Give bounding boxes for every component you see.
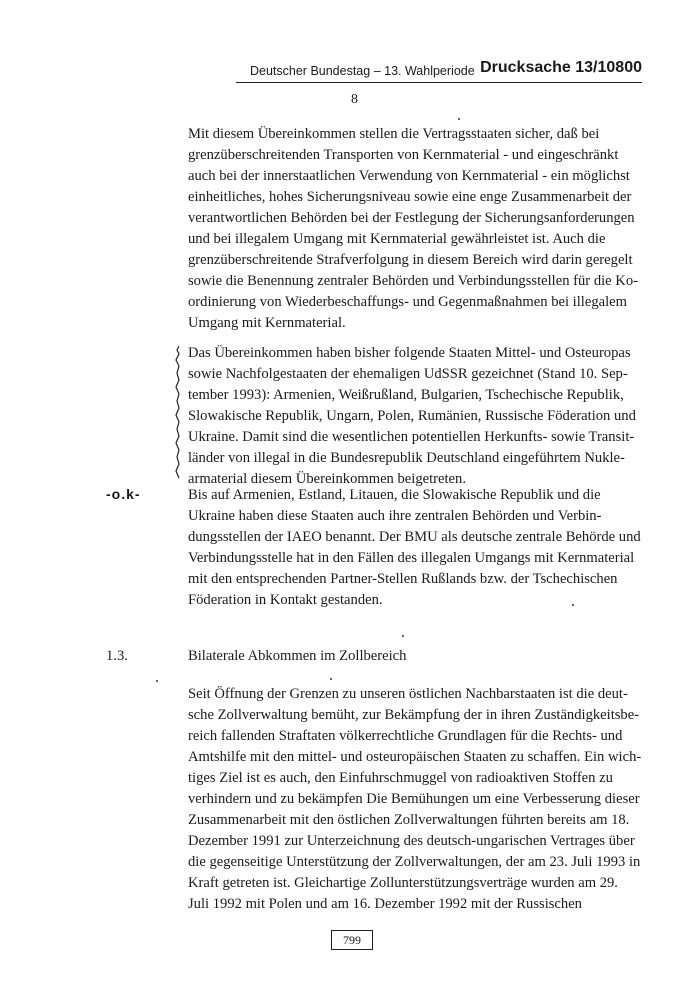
header-left-text: Deutscher Bundestag – 13. Wahlperiode	[250, 64, 475, 78]
page-header	[236, 58, 642, 83]
paragraph-line: Umgang mit Kernmaterial.	[188, 315, 346, 331]
paragraph-line: Mit diesem Übereinkommen stellen die Vertragsstaaten sicher, daß bei	[188, 126, 600, 142]
paragraph-line: und bei illegalem Umgang mit Kernmaterial gewährleistet ist. Auch die	[188, 231, 606, 247]
paragraph-line: Das Übereinkommen haben bisher folgende Staaten Mittel- und Osteuropas	[188, 345, 631, 361]
paragraph-line: verhindern und zu bekämpfen Die Bemühungen um eine Verbesserung dieser	[188, 791, 640, 807]
paragraph-line: sche Zollverwaltung bemüht, zur Bekämpfung der in ihren Zuständigkeitsbe-	[188, 707, 640, 723]
scan-speck	[330, 678, 332, 680]
paragraph-line: Verbindungsstelle hat in den Fällen des illegalen Umgangs mit Kernmaterial	[188, 550, 635, 566]
paragraph-line: Ukraine haben diese Staaten auch ihre zentralen Behörden und Verbin-	[188, 508, 602, 524]
paragraph-line: mit den entsprechenden Partner-Stellen Rußlands bzw. der Tschechischen	[188, 571, 618, 587]
paragraph-line: verantwortlichen Behörden bei der Festlegung der Sicherungsanforderungen	[188, 210, 635, 226]
paragraph-line: Zusammenarbeit mit den östlichen Zollverwaltungen führten bereits am 18.	[188, 812, 630, 828]
paragraph-line: Bis auf Armenien, Estland, Litauen, die Slowakische Republik und die	[188, 487, 601, 503]
scan-speck	[458, 118, 460, 120]
paragraph-line: Dezember 1991 zur Unterzeichnung des deutsch-ungarischen Vertrages über	[188, 833, 635, 849]
scan-speck	[156, 680, 158, 682]
paragraph-4	[188, 684, 648, 915]
section-number: 1.3.	[106, 648, 128, 664]
paragraph-line: auch bei der innerstaatlichen Verwendung von Kernmaterial - ein möglichst	[188, 168, 630, 184]
paragraph-line: Seit Öffnung der Grenzen zu unseren östlichen Nachbarstaaten ist die deut-	[188, 686, 628, 702]
paragraph-line: Slowakische Republik, Ungarn, Polen, Rumänien, Russische Föderation und	[188, 408, 636, 424]
page-number: 8	[351, 92, 358, 107]
paragraph-line: armaterial diesem Übereinkommen beigetreten.	[188, 471, 466, 487]
paragraph-2	[188, 343, 648, 490]
paragraph-line: dungsstellen der IAEO benannt. Der BMU als deutsche zentrale Behörde und	[188, 529, 641, 545]
paragraph-line: tiges Ziel ist es auch, den Einfuhrschmuggel von radioaktiven Stoffen zu	[188, 770, 613, 786]
paragraph-line: länder von illegal in die Bundesrepublik Deutschland eingeführtem Nukle-	[188, 450, 625, 466]
paragraph-line: Ukraine. Damit sind die wesentlichen potentiellen Herkunfts- sowie Transit-	[188, 429, 635, 445]
paragraph-line: Amtshilfe mit den mittel- und osteuropäischen Staaten zu schaffen. Ein wich-	[188, 749, 642, 765]
paragraph-line: einheitliches, hohes Sicherungsniveau sowie eine enge Zusammenarbeit der	[188, 189, 632, 205]
paragraph-line: sowie Nachfolgestaaten der ehemaligen UdSSR gezeichnet (Stand 10. Sep-	[188, 366, 628, 382]
handwritten-bracket-mark	[175, 346, 181, 480]
paragraph-line: grenzüberschreitenden Transporten von Kernmaterial - und eingeschränkt	[188, 147, 619, 163]
paragraph-1	[188, 124, 648, 334]
section-heading: Bilaterale Abkommen im Zollbereich	[188, 648, 407, 664]
scan-speck	[572, 604, 574, 606]
paragraph-3	[188, 485, 648, 611]
handwritten-margin-note: -o.k-	[106, 486, 141, 502]
paragraph-line: tember 1993): Armenien, Weißrußland, Bulgarien, Tschechische Republik,	[188, 387, 624, 403]
scan-speck	[402, 635, 404, 637]
paragraph-line: die gegenseitige Unterstützung der Zollverwaltungen, der am 23. Juli 1993 in	[188, 854, 641, 870]
paragraph-line: grenzüberschreitende Strafverfolgung in diesem Bereich wird darin geregelt	[188, 252, 633, 268]
paragraph-line: reich fallenden Straftaten völkerrechtliche Grundlagen für die Rechts- und	[188, 728, 623, 744]
header-document-number: Drucksache 13/10800	[480, 59, 642, 76]
paragraph-line: Kraft getreten ist. Gleichartige Zollunterstützungsverträge wurden am 29.	[188, 875, 618, 891]
paragraph-line: sowie die Benennung zentraler Behörden und Verbindungsstellen für die Ko-	[188, 273, 638, 289]
paragraph-line: Föderation in Kontakt gestanden.	[188, 592, 383, 608]
paragraph-line: ordinierung von Wiederbeschaffungs- und Gegenmaßnahmen bei illegalem	[188, 294, 627, 310]
footer-page-number: 799	[331, 930, 373, 950]
paragraph-line: Juli 1992 mit Polen und am 16. Dezember 1992 mit der Russischen	[188, 896, 582, 912]
